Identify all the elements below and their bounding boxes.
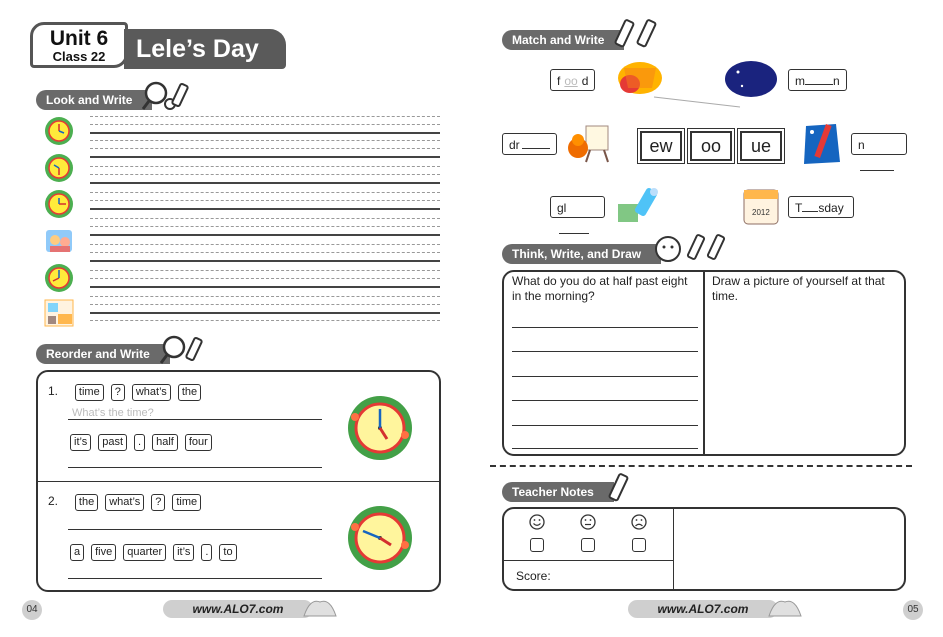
svg-text:2012: 2012 <box>752 208 770 217</box>
question-2-words <box>48 492 348 511</box>
word-chip: ? <box>151 494 165 511</box>
glue-picture-icon <box>612 184 664 228</box>
word-chip: it’s <box>70 434 91 451</box>
think-question: What do you do at half past eight in the morning? <box>512 274 688 303</box>
phonics-ue[interactable]: ue <box>740 131 782 161</box>
word-chip: time <box>75 384 104 401</box>
word-chip: . <box>201 544 212 561</box>
write-line-group-1[interactable] <box>90 116 440 136</box>
write-line-group-3[interactable] <box>90 166 440 186</box>
word-suffix: sday <box>818 201 844 215</box>
new-word-box[interactable] <box>851 133 907 155</box>
phonics-ew[interactable]: ew <box>640 131 682 161</box>
word-chip: it’s <box>173 544 194 561</box>
pencil-eraser-icon <box>612 18 664 52</box>
word-chip: what’s <box>132 384 171 401</box>
column-divider <box>703 271 705 455</box>
write-line-group-8[interactable] <box>90 296 440 320</box>
phonics-oo[interactable]: oo <box>690 131 732 161</box>
word-chip: to <box>219 544 236 561</box>
glue-word-box[interactable] <box>550 196 605 218</box>
magnifier-pencil-icon <box>142 80 192 112</box>
word-prefix: dr <box>509 138 520 152</box>
sad-face-icon <box>631 514 647 530</box>
word-suffix: n <box>833 74 840 88</box>
happy-checkbox[interactable] <box>530 538 544 552</box>
write-line-group-5[interactable] <box>90 218 440 238</box>
answer-line[interactable] <box>512 425 698 426</box>
answer-line[interactable] <box>68 578 322 579</box>
word-chip: the <box>75 494 98 511</box>
word-prefix: gl <box>557 201 567 215</box>
class-label: Class 22 <box>52 49 106 64</box>
unit-label: Unit 6 <box>49 27 109 50</box>
look-and-write-heading: Look and Write <box>36 90 152 110</box>
answer-line[interactable] <box>512 376 698 377</box>
neutral-checkbox[interactable] <box>581 538 595 552</box>
word-chip: the <box>178 384 201 401</box>
food-word-box[interactable] <box>550 69 595 91</box>
word-chip: five <box>91 544 116 561</box>
question-number: 1. <box>48 384 59 398</box>
write-line-group-6[interactable] <box>90 244 440 264</box>
word-chip: time <box>172 494 201 511</box>
word-chip: half <box>152 434 178 451</box>
happy-face-icon <box>529 514 545 530</box>
score-label: Score: <box>516 569 551 583</box>
think-pencil-icon <box>654 233 740 265</box>
moon-picture-icon <box>724 60 779 98</box>
question-1-words <box>48 382 348 401</box>
draw-instruction: Draw a picture of yourself at that time. <box>712 274 885 303</box>
website-url: www.ALO7.com <box>163 600 313 618</box>
reorder-and-write-heading: Reorder and Write <box>36 344 170 364</box>
match-and-write-heading: Match and Write <box>502 30 624 50</box>
write-line-group-4[interactable] <box>90 192 440 212</box>
word-chip: ? <box>111 384 125 401</box>
bedroom-picture-icon <box>44 298 74 328</box>
answer-line[interactable] <box>512 448 698 449</box>
unit-badge <box>30 22 128 68</box>
divider <box>38 481 439 482</box>
clock-icon <box>44 263 74 293</box>
clock-icon <box>44 153 74 183</box>
lesson-title: Lele’s Day <box>124 29 286 69</box>
word-fill: oo <box>564 74 578 88</box>
answer-line[interactable] <box>68 419 322 420</box>
teacher-notes-heading: Teacher Notes <box>502 482 614 502</box>
word-chip: what’s <box>105 494 144 511</box>
answer-line[interactable] <box>68 529 322 530</box>
drawing-area[interactable] <box>710 300 900 450</box>
word-chip: quarter <box>123 544 166 561</box>
pencil-icon <box>604 472 634 504</box>
column-divider <box>673 508 674 590</box>
clock-icon <box>44 116 74 146</box>
answer-line[interactable] <box>512 351 698 352</box>
trace-answer: What’s the time? <box>72 407 154 419</box>
shell-icon <box>300 596 340 620</box>
drew-word-box[interactable] <box>502 133 557 155</box>
word-suffix: d <box>581 74 589 88</box>
word-prefix: n <box>858 138 865 152</box>
word-chip: . <box>134 434 145 451</box>
word-chip: four <box>185 434 212 451</box>
clock-icon <box>347 395 413 461</box>
question-2-words-line2 <box>70 542 370 561</box>
answer-line[interactable] <box>512 327 698 328</box>
word-prefix: f <box>557 74 561 88</box>
drawing-fox-picture-icon <box>564 124 612 164</box>
sad-checkbox[interactable] <box>632 538 646 552</box>
word-chip: past <box>98 434 127 451</box>
dashed-separator <box>490 465 912 467</box>
question-number: 2. <box>48 494 59 508</box>
clock-icon <box>44 189 74 219</box>
word-prefix: m <box>795 74 805 88</box>
think-write-draw-heading: Think, Write, and Draw <box>502 244 661 264</box>
write-line-group-2[interactable] <box>90 140 440 160</box>
write-line-group-7[interactable] <box>90 270 440 290</box>
word-prefix: T <box>795 201 803 215</box>
website-url: www.ALO7.com <box>628 600 778 618</box>
word-chip: a <box>70 544 84 561</box>
clock-icon <box>347 505 413 571</box>
magnifier-pencil-icon <box>160 334 210 366</box>
kids-picture-icon <box>44 226 74 256</box>
shell-icon <box>765 596 805 620</box>
page-number: 05 <box>903 600 923 620</box>
food-picture-icon <box>612 58 664 98</box>
calendar-picture-icon <box>740 184 782 228</box>
tuesday-word-box[interactable] <box>788 196 854 218</box>
answer-line[interactable] <box>68 467 322 468</box>
moon-word-box[interactable] <box>788 69 847 91</box>
question-1-words-line2 <box>70 432 370 451</box>
page-number: 04 <box>22 600 42 620</box>
answer-line[interactable] <box>512 400 698 401</box>
teacher-notes-area[interactable] <box>678 512 900 586</box>
new-pencil-picture-icon <box>800 120 844 168</box>
row-divider <box>503 560 673 561</box>
neutral-face-icon <box>580 514 596 530</box>
